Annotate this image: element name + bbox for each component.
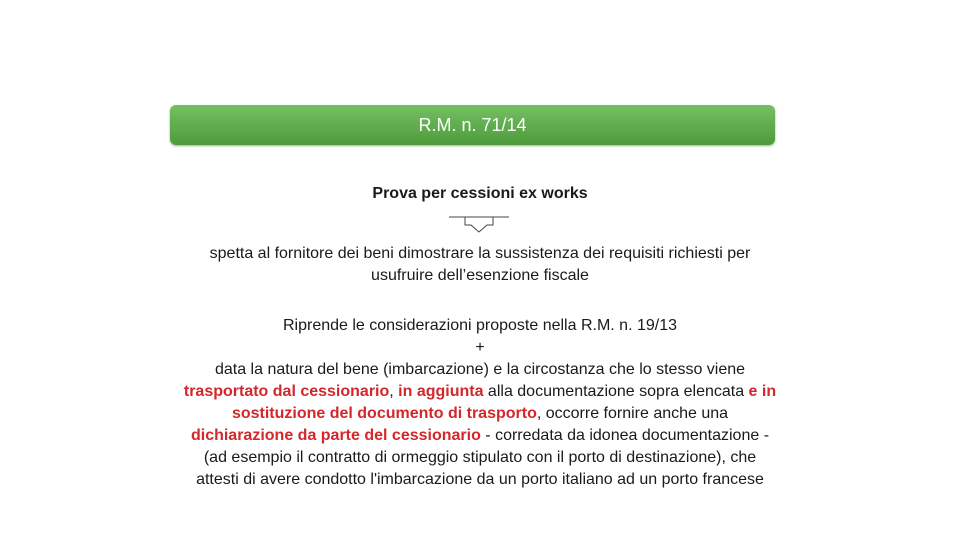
text-segment: , occorre fornire anche una: [536, 405, 729, 422]
plus-sign: +: [475, 339, 485, 356]
down-arrow-icon: [449, 214, 509, 234]
text-segment: ,: [389, 383, 399, 400]
paragraph-1-line-1: spetta al fornitore dei beni dimostrare la sussistenza dei requisiti richiesti per: [209, 245, 751, 262]
subtitle: Prova per cessioni ex works: [372, 185, 588, 202]
paragraph-2-line-7: (ad esempio il contratto di ormeggio stipulato con il porto di destinazione), che: [203, 449, 757, 466]
paragraph-2-line-8: attesti di avere condotto l'imbarcazione da un porto italiano ad un porto francese: [196, 471, 764, 488]
paragraph-2-line-6: [0, 425, 960, 447]
paragraph-2-line-4: [0, 381, 960, 403]
highlight-transport: trasportato dal cessionario: [183, 383, 390, 400]
paragraph-1-line-2: usufruire dell’esenzione fiscale: [371, 267, 589, 284]
text-segment: - corredata da idonea documentazione -: [480, 427, 770, 444]
title-text: R.M. n. 71/14: [418, 114, 527, 135]
text-segment: alla documentazione sopra elencata: [483, 383, 749, 400]
highlight-substitution: sostituzione del documento di trasporto: [231, 405, 537, 422]
highlight-declaration: dichiarazione da parte del cessionario: [190, 427, 481, 444]
paragraph-2-line-1: Riprende le considerazioni proposte nella R.M. n. 19/13: [282, 317, 677, 334]
paragraph-2-line-3: data la natura del bene (imbarcazione) e la circostanza che lo stesso viene: [214, 361, 746, 378]
title-banner: [170, 105, 775, 145]
highlight-and-in: e in: [748, 383, 777, 400]
paragraph-1: [0, 243, 960, 287]
highlight-in-addition: in aggiunta: [398, 383, 484, 400]
paragraph-2: [0, 315, 960, 491]
paragraph-2-line-5: [0, 403, 960, 425]
